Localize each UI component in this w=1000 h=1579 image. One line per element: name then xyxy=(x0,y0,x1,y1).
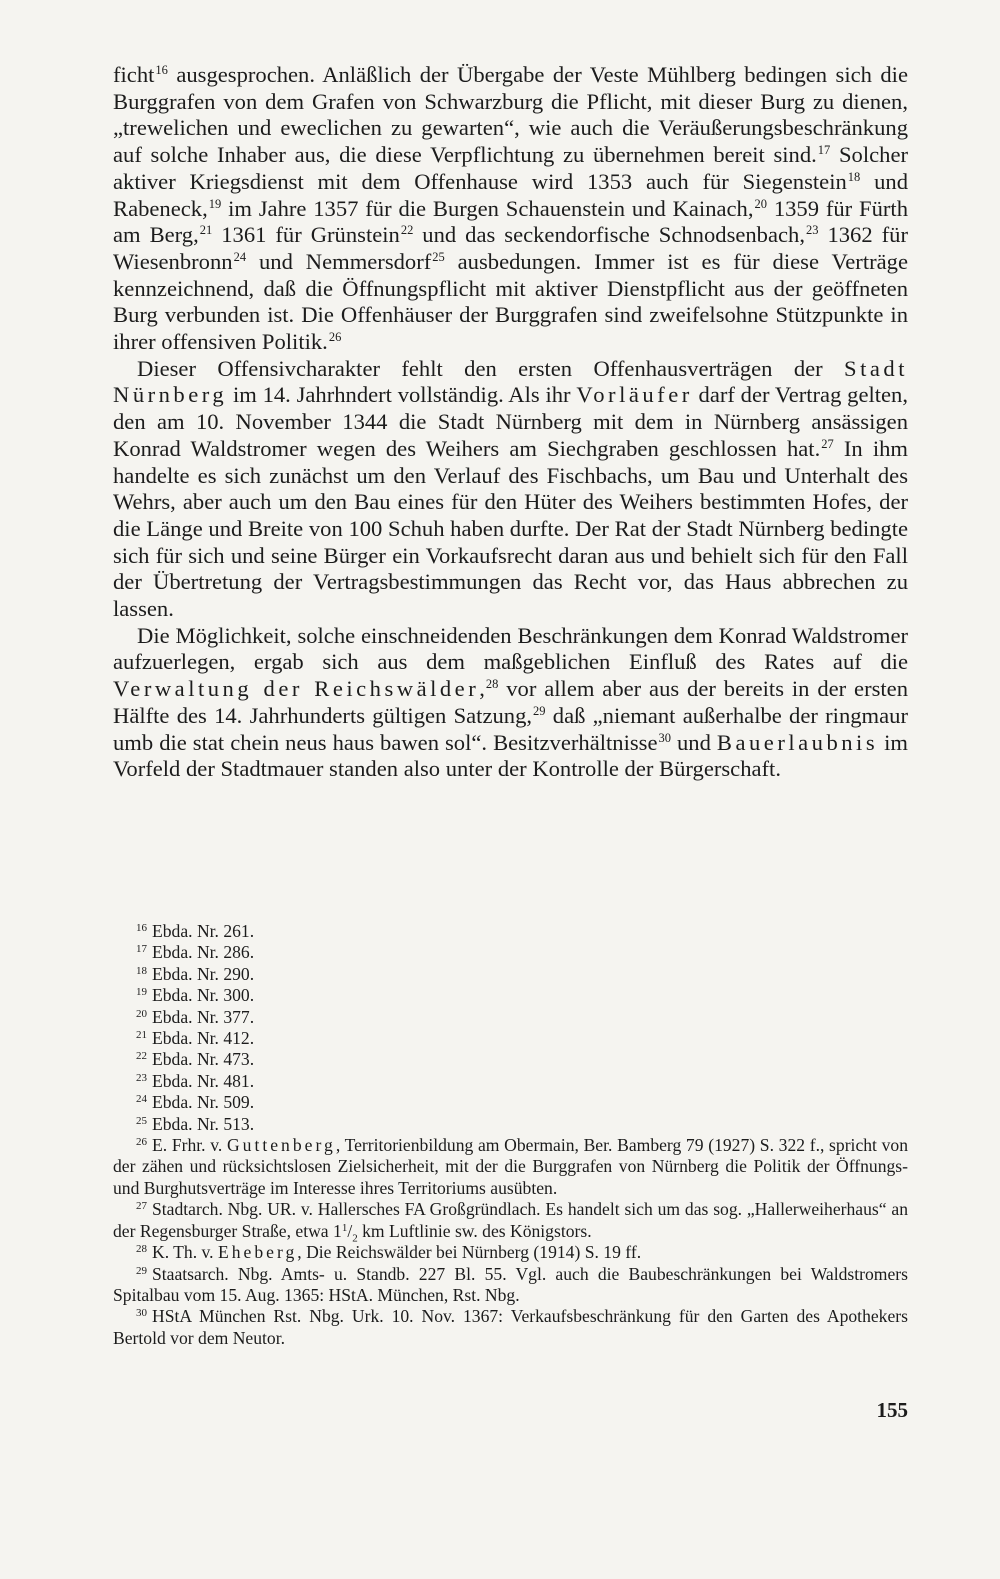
footnote-text: HStA München Rst. Nbg. Urk. 10. Nov. 1367: Verkaufsbeschränkung für den Garten des Apothekers Bertold vor dem Neutor. xyxy=(113,1306,908,1348)
footnote-number: 28 xyxy=(136,1243,147,1256)
footnote-ref: 25 xyxy=(432,249,445,264)
footnote-20 xyxy=(113,1007,908,1028)
footnote-text: Ebda. Nr. 300. xyxy=(152,985,255,1006)
text-run: daß „niemant außerhalbe der ringmaur umb die stat chein neus haus bawen sol“. Besitzverhältnisse xyxy=(113,702,908,755)
spaced-emphasis: Bauerlaubnis xyxy=(716,729,879,755)
footnote-18 xyxy=(113,964,908,985)
footnote-number: 16 xyxy=(136,922,147,934)
footnote-text: Ebda. Nr. 377. xyxy=(152,1006,255,1027)
fraction-numerator: 1 xyxy=(341,1221,348,1234)
footnote-number: 26 xyxy=(136,1136,147,1149)
footnote-17 xyxy=(113,942,908,963)
footnote-25 xyxy=(113,1114,908,1135)
footnote-text: Stadtarch. Nbg. UR. v. Hallersches FA Großgründlach. Es handelt sich um das sog. „Hallerweiherhaus“ an der Regensburger Straße, etwa 1 xyxy=(113,1199,908,1241)
spaced-emphasis: Stadt Nürnberg xyxy=(113,355,908,408)
footnote-29 xyxy=(113,1264,908,1307)
text-run: im Jahre 1357 für die Burgen Schauenstein und Kainach, xyxy=(221,195,754,221)
text-run: 1361 für Grünstein xyxy=(212,222,400,248)
footnote-text: Ebda. Nr. 290. xyxy=(152,963,255,984)
paragraph-1 xyxy=(113,62,908,356)
footnote-ref: 19 xyxy=(208,196,222,211)
footnote-number: 20 xyxy=(136,1007,147,1020)
footnote-24 xyxy=(113,1092,908,1113)
footnote-ref: 18 xyxy=(847,169,861,184)
footnote-number: 25 xyxy=(136,1114,147,1127)
text-run: Die Möglichkeit, solche einschneidenden Beschränkungen dem Konrad Waldstromer aufzuerlegen, ergab sich aus dem maßgeblichen Einfluß des Rates auf die xyxy=(113,622,908,675)
footnote-text: Ebda. Nr. 261. xyxy=(152,921,255,941)
footnote-27 xyxy=(113,1199,908,1245)
text-run: und Nemmersdorf xyxy=(246,248,432,274)
footnote-text: , Territorienbildung am Obermain, Ber. Bamberg 79 (1927) S. 322 f., spricht von der zähen und rücksichtslosen Zielsicherheit, mit der die Burggrafen von Nürnberg die Politik der Öffnungs- und Burghutsverträge im Interesse ihres Territoriums ausübten. xyxy=(113,1135,909,1198)
spaced-emphasis: Verwaltung der Reichswälder xyxy=(113,676,480,702)
footnote-text: E. Frhr. v. xyxy=(152,1135,227,1156)
footnote-22 xyxy=(113,1049,908,1070)
footnote-text: Ebda. Nr. 286. xyxy=(152,942,255,963)
footnote-ref: 16 xyxy=(155,63,168,77)
text-run: 1359 für Fürth am Berg, xyxy=(113,195,908,248)
fraction-slash: / xyxy=(347,1220,353,1241)
footnote-ref: 17 xyxy=(817,143,831,158)
text-run: vor allem aber aus der bereits in der ersten Hälfte des 14. Jahrhunderts gültigen Satzung, xyxy=(113,676,908,728)
text-run: im 14. Jahrhndert vollständig. Als ihr xyxy=(227,382,577,408)
footnote-text: Ebda. Nr. 481. xyxy=(152,1070,255,1091)
main-text xyxy=(113,62,908,783)
footnote-ref: 29 xyxy=(533,703,546,718)
footnote-ref: 22 xyxy=(400,223,414,238)
footnote-28 xyxy=(113,1242,908,1263)
footnote-ref: 21 xyxy=(199,223,213,238)
text-run: und xyxy=(670,729,717,755)
text-run: und Rabeneck, xyxy=(113,168,908,221)
footnote-number: 19 xyxy=(136,986,147,999)
text-run: ausgesprochen. Anläßlich der Übergabe der Veste Mühlberg bedingen sich die Burggrafen von dem Grafen von Schwarzburg die Pflicht, mit dieser Burg zu dienen, „trewelichen und eweclichen zu gewarten“, wie auch die Veräußerungsbeschränkung auf solche Inhaber aus, die diese Verpflichtung zu übernehmen bereit sind. xyxy=(113,62,908,168)
footnote-30 xyxy=(113,1306,908,1349)
footnote-26 xyxy=(113,1135,908,1199)
spaced-emphasis: Guttenberg xyxy=(226,1135,336,1156)
footnote-text: Ebda. Nr. 412. xyxy=(152,1028,255,1049)
footnote-23 xyxy=(113,1071,908,1092)
footnote-ref: 27 xyxy=(821,436,834,451)
footnote-number: 21 xyxy=(136,1029,147,1042)
footnote-text: , Die Reichswälder bei Nürnberg (1914) S. 19 ff. xyxy=(297,1242,642,1263)
footnote-number: 23 xyxy=(136,1071,147,1084)
footnote-number: 18 xyxy=(136,964,147,977)
fraction-denominator: 2 xyxy=(352,1232,358,1245)
footnote-text: K. Th. v. xyxy=(152,1242,218,1263)
footnote-16 xyxy=(113,921,908,942)
text-run: , xyxy=(479,676,485,702)
footnote-text: km Luftlinie sw. des Königstors. xyxy=(357,1220,592,1241)
footnote-ref: 26 xyxy=(328,330,342,345)
footnote-number: 29 xyxy=(136,1264,147,1277)
text-run: 1362 für Wiesenbronn xyxy=(113,222,908,274)
spaced-emphasis: Vorläufer xyxy=(576,382,693,408)
text-run: ausbedungen. Immer ist es für diese Verträge kennzeichnend, daß die Öffnungspflicht mit aktiver Dienstpflicht aus der geöffneten Burg verbunden ist. Die Offenhäuser der Burggrafen sind zweifelsohne Stützpunkte in ihrer offensiven Politik. xyxy=(113,248,908,355)
footnote-number: 22 xyxy=(136,1050,147,1063)
text-run: In ihm handelte es sich zunächst um den Verlauf des Fischbachs, um Bau und Unterhalt des Wehrs, aber auch um den Bau eines für den Hüter des Weihers bestimmten Hofes, der die Länge und Breite von 100 Schuh haben durfte. Der Rat der Stadt Nürnberg bedingte sich für sich und seine Bürger ein Vorkaufsrecht daran aus und behielt sich für den Fall der Übertretung der Vertragsbestimmungen das Recht vor, das Haus abbrechen zu lassen. xyxy=(113,435,908,622)
paragraph-2 xyxy=(113,356,908,623)
footnote-number: 27 xyxy=(136,1200,147,1213)
footnote-text: Ebda. Nr. 509. xyxy=(152,1092,255,1113)
text-run: Solcher aktiver Kriegsdienst mit dem Offenhause wird 1353 auch für Siegenstein xyxy=(113,142,909,194)
footnote-text: Ebda. Nr. 513. xyxy=(152,1113,255,1134)
footnote-ref: 24 xyxy=(233,249,247,264)
footnote-19 xyxy=(113,985,908,1006)
paragraph-3 xyxy=(113,623,908,783)
footnote-text: Ebda. Nr. 473. xyxy=(152,1049,255,1070)
footnote-ref: 28 xyxy=(485,677,499,692)
footnote-text: Staatsarch. Nbg. Amts- u. Standb. 227 Bl. 55. Vgl. auch die Baubeschränkungen bei Waldstromers Spitalbau vom 15. Aug. 1365: HStA. München, Rst. Nbg. xyxy=(113,1263,908,1305)
text-run: darf der Vertrag gelten, den am 10. November 1344 die Stadt Nürnberg mit dem in Nürnberg ansässigen Konrad Waldstromer wegen des Weihers am Siechgraben geschlossen hat. xyxy=(113,382,908,461)
footnote-number: 17 xyxy=(136,943,147,956)
text-run: im Vorfeld der Stadtmauer standen also unter der Kontrolle der Bürgerschaft. xyxy=(113,729,908,782)
footnote-ref: 23 xyxy=(805,223,819,238)
spaced-emphasis: Eheberg xyxy=(217,1242,298,1263)
footnote-number: 24 xyxy=(136,1093,147,1106)
footnote-21 xyxy=(113,1028,908,1049)
text-run: ficht xyxy=(113,62,155,87)
text-run: und das seckendorfische Schnodsenbach, xyxy=(413,222,805,248)
footnotes xyxy=(113,921,908,1349)
page-number: 155 xyxy=(876,1398,908,1422)
text-run: Dieser Offensivcharakter fehlt den ersten Offenhausverträgen der xyxy=(137,355,845,381)
footnote-ref: 20 xyxy=(754,196,767,211)
footnote-ref: 30 xyxy=(658,730,671,745)
footnote-number: 30 xyxy=(136,1307,147,1320)
